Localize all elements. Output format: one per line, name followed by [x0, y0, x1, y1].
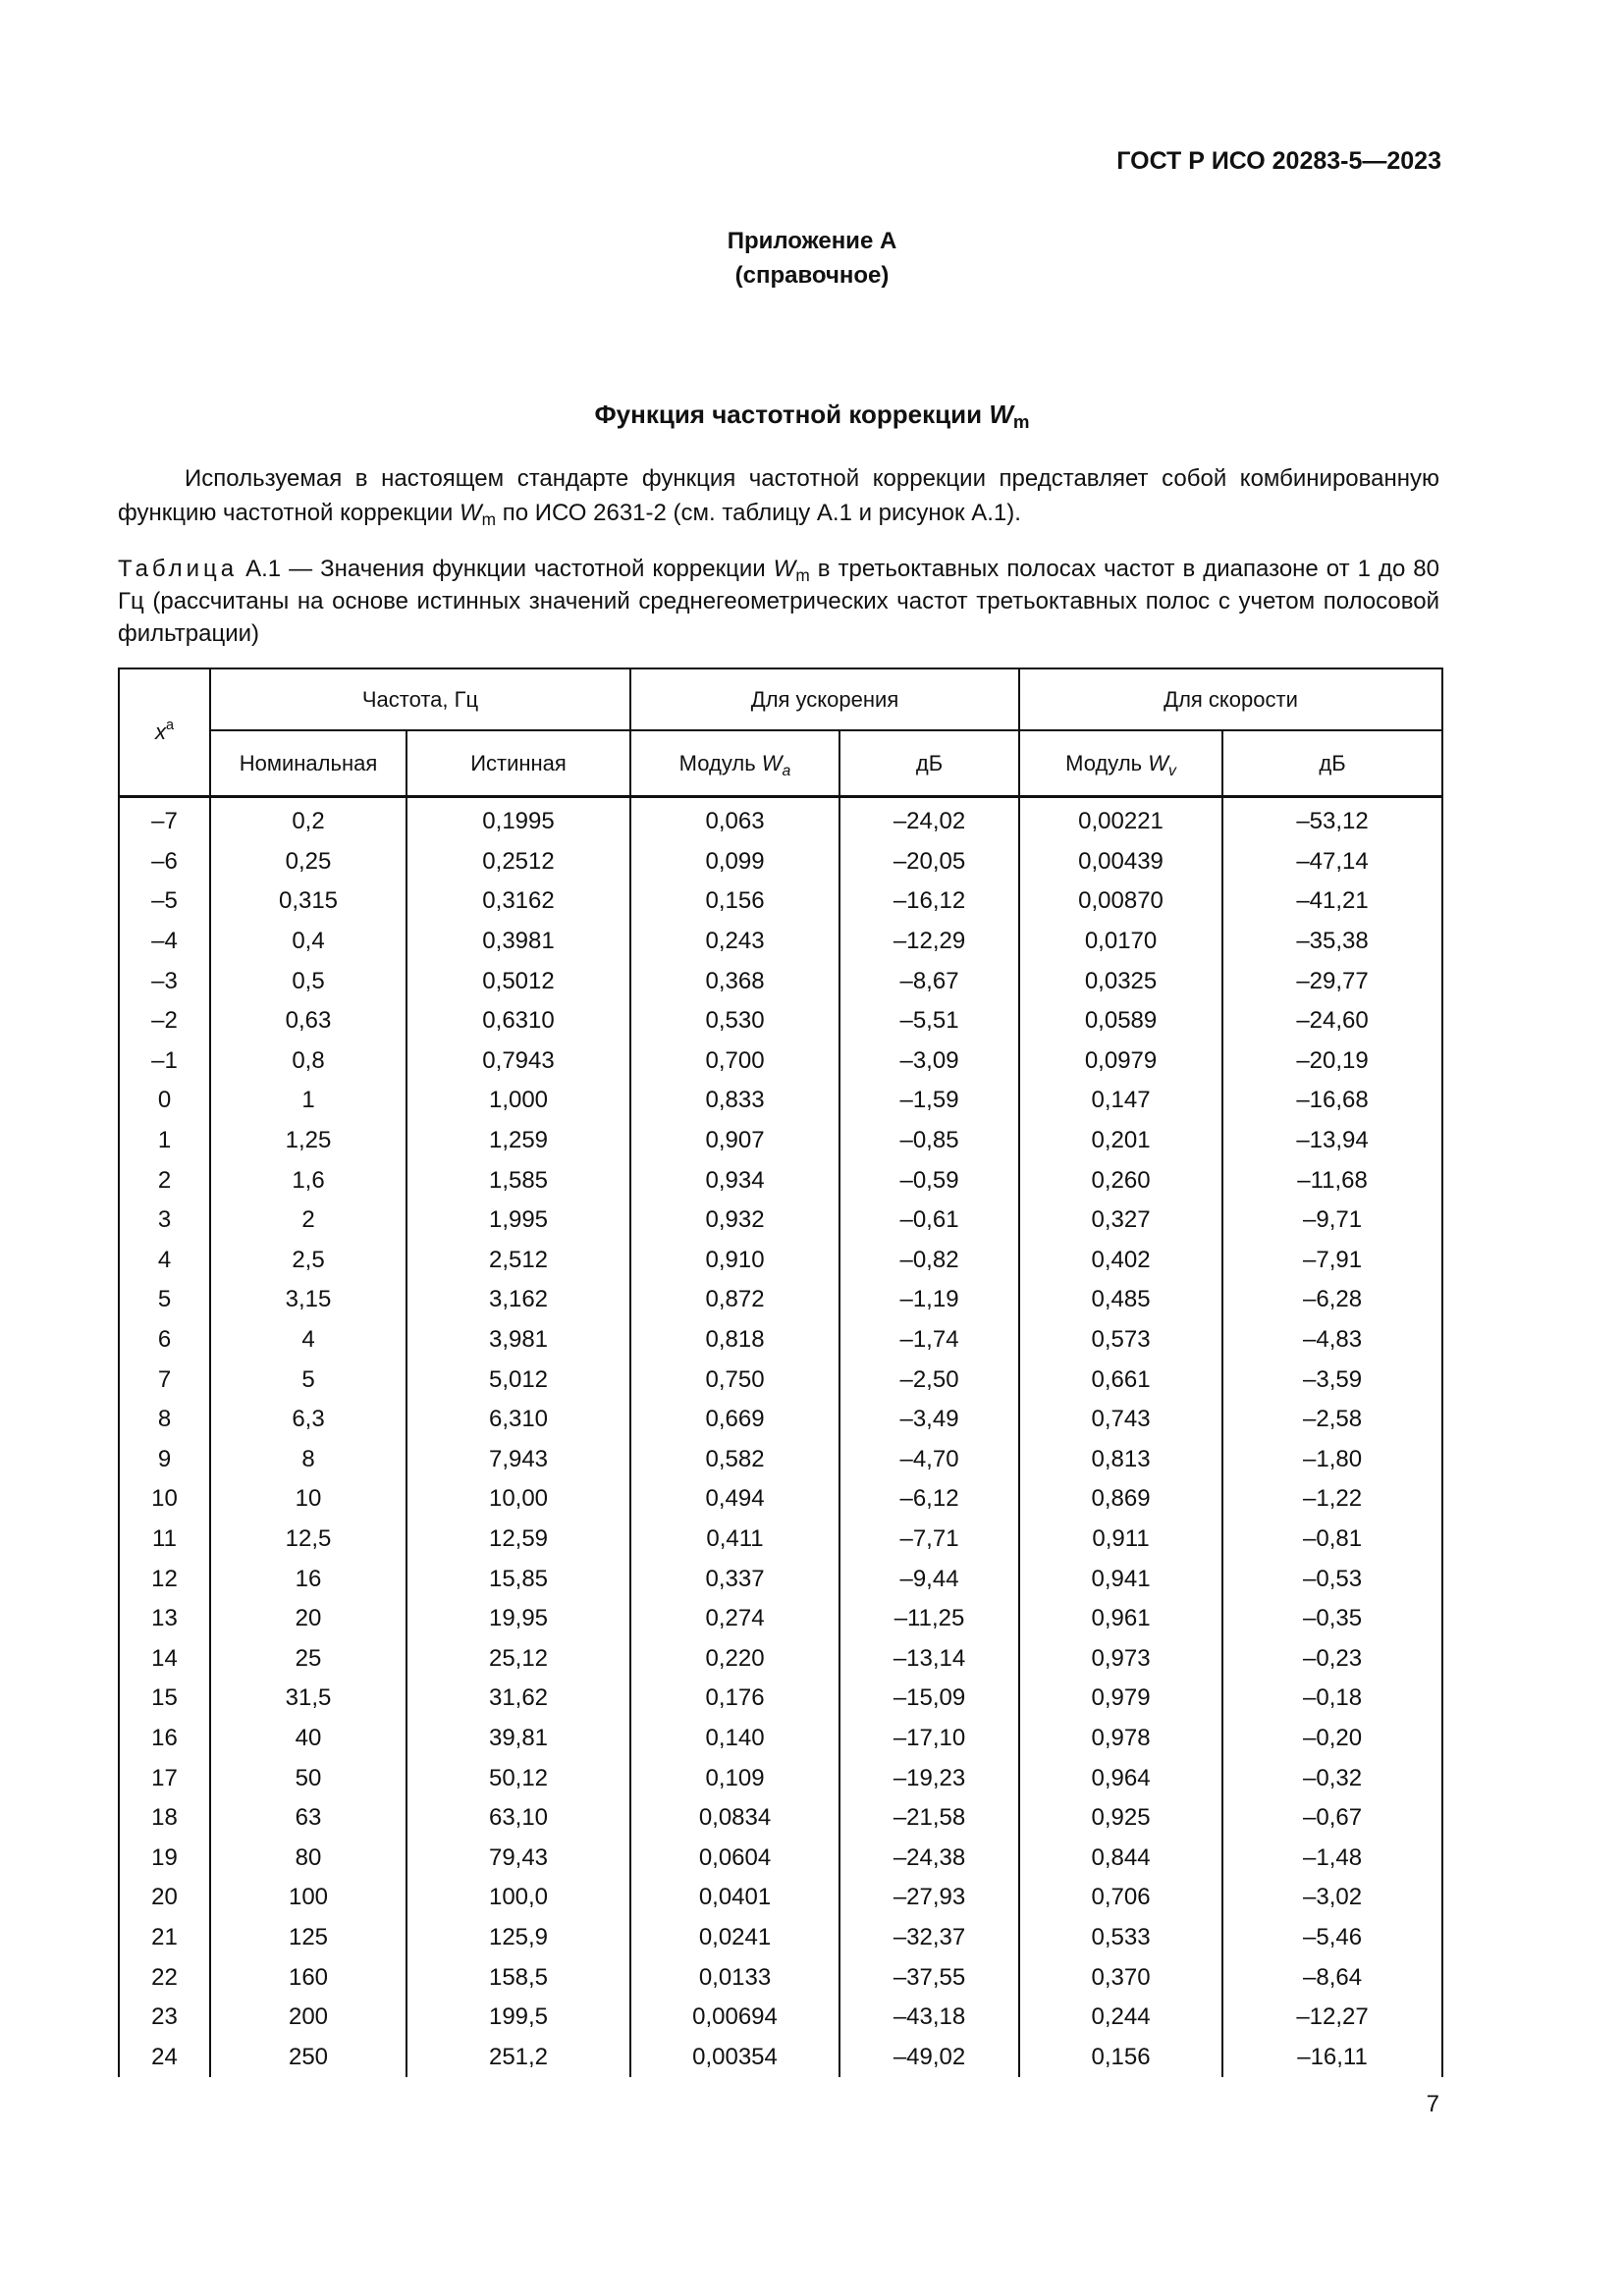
table-row	[119, 1918, 1442, 1958]
modulus-a-cell: 0,337	[630, 1559, 839, 1599]
nominal-cell: 4	[210, 1320, 406, 1361]
modulus-a-cell: 0,109	[630, 1758, 839, 1798]
x-cell: 5	[119, 1280, 210, 1320]
true-cell: 0,2512	[406, 842, 630, 882]
modulus-a-cell: 0,220	[630, 1638, 839, 1679]
db-a-cell: –1,59	[839, 1081, 1019, 1121]
x-cell: 19	[119, 1838, 210, 1878]
db-a-cell: –6,12	[839, 1479, 1019, 1520]
modulus-v-cell: 0,485	[1019, 1280, 1222, 1320]
table-row	[119, 881, 1442, 922]
modulus-a-cell: 0,0133	[630, 1957, 839, 1998]
x-cell: 15	[119, 1679, 210, 1719]
nominal-cell: 160	[210, 1957, 406, 1998]
modulus-a-cell: 0,099	[630, 842, 839, 882]
table-row	[119, 922, 1442, 962]
section-title-text: Функция частотной коррекции	[594, 400, 990, 429]
modulus-v-cell: 0,244	[1019, 1998, 1222, 2038]
modulus-a-subscript-letter: a	[782, 762, 791, 779]
table-row	[119, 1440, 1442, 1480]
modulus-a-cell: 0,243	[630, 922, 839, 962]
modulus-v-cell: 0,813	[1019, 1440, 1222, 1480]
table-row	[119, 1758, 1442, 1798]
nominal-cell: 1,6	[210, 1160, 406, 1201]
nominal-cell: 200	[210, 1998, 406, 2038]
modulus-v-cell: 0,156	[1019, 2037, 1222, 2077]
modulus-v-cell: 0,964	[1019, 1758, 1222, 1798]
db-v-cell: –7,91	[1222, 1241, 1442, 1281]
nominal-cell: 1	[210, 1081, 406, 1121]
db-a-cell: –7,71	[839, 1520, 1019, 1560]
true-header: Истинная	[406, 730, 630, 797]
modulus-a-cell: 0,411	[630, 1520, 839, 1560]
modulus-v-cell: 0,370	[1019, 1957, 1222, 1998]
nominal-cell: 3,15	[210, 1280, 406, 1320]
modulus-v-cell: 0,00221	[1019, 797, 1222, 842]
true-cell: 79,43	[406, 1838, 630, 1878]
x-cell: –1	[119, 1041, 210, 1082]
modulus-v-cell: 0,0979	[1019, 1041, 1222, 1082]
modulus-a-cell: 0,833	[630, 1081, 839, 1121]
x-cell: 12	[119, 1559, 210, 1599]
x-cell: 0	[119, 1081, 210, 1121]
db-a-cell: –5,51	[839, 1001, 1019, 1041]
table-row	[119, 1638, 1442, 1679]
table-row	[119, 1599, 1442, 1639]
modulus-a-cell: 0,0834	[630, 1798, 839, 1839]
modulus-v-cell: 0,573	[1019, 1320, 1222, 1361]
modulus-a-cell: 0,063	[630, 797, 839, 842]
nominal-cell: 50	[210, 1758, 406, 1798]
db-v-cell: –24,60	[1222, 1001, 1442, 1041]
true-cell: 25,12	[406, 1638, 630, 1679]
modulus-v-cell: 0,743	[1019, 1400, 1222, 1440]
table-row	[119, 1201, 1442, 1241]
modulus-a-symbol: W	[761, 750, 783, 775]
weighting-table	[118, 667, 1443, 2077]
table-row	[119, 1360, 1442, 1400]
nominal-cell: 0,2	[210, 797, 406, 842]
modulus-v-cell: 0,0325	[1019, 961, 1222, 1001]
x-cell: 11	[119, 1520, 210, 1560]
table-row	[119, 1121, 1442, 1161]
true-cell: 0,6310	[406, 1001, 630, 1041]
true-cell: 0,3981	[406, 922, 630, 962]
db-a-cell: –0,82	[839, 1241, 1019, 1281]
db-v-cell: –5,46	[1222, 1918, 1442, 1958]
caption-label: Таблица	[118, 556, 239, 582]
modulus-a-cell: 0,872	[630, 1280, 839, 1320]
db-v-cell: –16,68	[1222, 1081, 1442, 1121]
db-v-cell: –41,21	[1222, 881, 1442, 922]
modulus-v-cell: 0,706	[1019, 1878, 1222, 1918]
caption-text-before: А.1 — Значения функции частотной коррекции	[238, 556, 774, 582]
db-v-cell: –20,19	[1222, 1041, 1442, 1082]
x-cell: 7	[119, 1360, 210, 1400]
modulus-v-subscript	[1168, 763, 1176, 779]
true-cell: 3,162	[406, 1280, 630, 1320]
modulus-v-cell: 0,00439	[1019, 842, 1222, 882]
modulus-a-cell: 0,176	[630, 1679, 839, 1719]
table-row	[119, 1160, 1442, 1201]
modulus-a-cell: 0,00694	[630, 1998, 839, 2038]
nominal-cell: 20	[210, 1599, 406, 1639]
table-row	[119, 1998, 1442, 2038]
db-a-cell: –24,02	[839, 797, 1019, 842]
modulus-a-header	[630, 730, 839, 797]
modulus-v-cell: 0,201	[1019, 1121, 1222, 1161]
nominal-cell: 40	[210, 1719, 406, 1759]
intro-symbol: W	[460, 500, 482, 526]
modulus-v-cell: 0,978	[1019, 1719, 1222, 1759]
nominal-cell: 1,25	[210, 1121, 406, 1161]
caption-text-after: в третьоктавных полосах частот в диапазоне от 1 до 80 Гц (рассчитаны на основе истинных значений среднегеометрических частот третьоктавных полос с учетом полосовой фильтрации)	[118, 556, 1440, 647]
modulus-a-cell: 0,494	[630, 1479, 839, 1520]
modulus-v-cell: 0,973	[1019, 1638, 1222, 1679]
true-cell: 3,981	[406, 1320, 630, 1361]
db-v-cell: –0,67	[1222, 1798, 1442, 1839]
table-row	[119, 1838, 1442, 1878]
true-cell: 1,585	[406, 1160, 630, 1201]
modulus-a-cell: 0,0604	[630, 1838, 839, 1878]
modulus-v-subscript-letter: v	[1168, 762, 1176, 779]
modulus-v-cell: 0,327	[1019, 1201, 1222, 1241]
db-v-cell: –3,59	[1222, 1360, 1442, 1400]
modulus-a-cell: 0,140	[630, 1719, 839, 1759]
x-cell: 21	[119, 1918, 210, 1958]
table-row	[119, 1878, 1442, 1918]
true-cell: 7,943	[406, 1440, 630, 1480]
db-v-header: дБ	[1222, 730, 1442, 797]
modulus-a-cell: 0,582	[630, 1440, 839, 1480]
caption-subscript: m	[795, 565, 810, 585]
modulus-a-cell: 0,274	[630, 1599, 839, 1639]
true-cell: 125,9	[406, 1918, 630, 1958]
true-cell: 12,59	[406, 1520, 630, 1560]
standard-code: ГОСТ Р ИСО 20283-5—2023	[1116, 147, 1441, 175]
modulus-v-cell: 0,0170	[1019, 922, 1222, 962]
db-v-cell: –8,64	[1222, 1957, 1442, 1998]
x-header-superscript: a	[165, 718, 175, 733]
table-row	[119, 1559, 1442, 1599]
table-row	[119, 1400, 1442, 1440]
table-row	[119, 797, 1442, 842]
x-cell: –7	[119, 797, 210, 842]
nominal-cell: 0,5	[210, 961, 406, 1001]
nominal-cell: 31,5	[210, 1679, 406, 1719]
modulus-a-cell: 0,910	[630, 1241, 839, 1281]
db-v-cell: –0,35	[1222, 1599, 1442, 1639]
nominal-cell: 0,25	[210, 842, 406, 882]
db-a-cell: –0,59	[839, 1160, 1019, 1201]
db-v-cell: –0,23	[1222, 1638, 1442, 1679]
section-title-symbol: W	[989, 400, 1013, 429]
true-cell: 158,5	[406, 1957, 630, 1998]
modulus-v-text: Модуль	[1065, 750, 1149, 775]
true-cell: 50,12	[406, 1758, 630, 1798]
db-a-cell: –3,09	[839, 1041, 1019, 1082]
appendix-subtitle: (справочное)	[734, 262, 890, 289]
table-row	[119, 1280, 1442, 1320]
nominal-cell: 25	[210, 1638, 406, 1679]
acceleration-group-header: Для ускорения	[630, 668, 1019, 730]
db-a-cell: –21,58	[839, 1798, 1019, 1839]
db-a-cell: –0,61	[839, 1201, 1019, 1241]
caption-symbol: W	[773, 556, 796, 582]
db-v-cell: –3,02	[1222, 1878, 1442, 1918]
modulus-v-cell: 0,941	[1019, 1559, 1222, 1599]
modulus-a-cell: 0,368	[630, 961, 839, 1001]
db-a-cell: –27,93	[839, 1878, 1019, 1918]
db-a-cell: –4,70	[839, 1440, 1019, 1480]
intro-text-after: по ИСО 2631-2 (см. таблицу А.1 и рисунок А.1).	[496, 500, 1021, 526]
x-cell: 24	[119, 2037, 210, 2077]
x-cell: 6	[119, 1320, 210, 1361]
section-title	[0, 400, 1624, 430]
db-a-cell: –12,29	[839, 922, 1019, 962]
table-row	[119, 842, 1442, 882]
db-a-cell: –17,10	[839, 1719, 1019, 1759]
db-a-cell: –1,74	[839, 1320, 1019, 1361]
true-cell: 100,0	[406, 1878, 630, 1918]
modulus-a-cell: 0,934	[630, 1160, 839, 1201]
db-v-cell: –6,28	[1222, 1280, 1442, 1320]
modulus-v-cell: 0,00870	[1019, 881, 1222, 922]
x-cell: 14	[119, 1638, 210, 1679]
db-a-cell: –24,38	[839, 1838, 1019, 1878]
x-cell: –4	[119, 922, 210, 962]
modulus-a-cell: 0,156	[630, 881, 839, 922]
modulus-v-header	[1019, 730, 1222, 797]
intro-paragraph	[118, 461, 1439, 530]
true-cell: 39,81	[406, 1719, 630, 1759]
true-cell: 1,995	[406, 1201, 630, 1241]
db-a-cell: –2,50	[839, 1360, 1019, 1400]
true-cell: 0,3162	[406, 881, 630, 922]
db-v-cell: –29,77	[1222, 961, 1442, 1001]
nominal-header: Номинальная	[210, 730, 406, 797]
nominal-cell: 125	[210, 1918, 406, 1958]
db-a-cell: –15,09	[839, 1679, 1019, 1719]
db-a-cell: –20,05	[839, 842, 1019, 882]
true-cell: 19,95	[406, 1599, 630, 1639]
db-a-cell: –13,14	[839, 1638, 1019, 1679]
db-a-cell: –11,25	[839, 1599, 1019, 1639]
x-cell: 8	[119, 1400, 210, 1440]
intro-text-before: Используемая в настоящем стандарте функция частотной коррекции представляет собой комбинированную функцию частотной коррекции	[118, 465, 1439, 526]
nominal-cell: 10	[210, 1479, 406, 1520]
appendix-heading	[0, 224, 1624, 293]
modulus-v-cell: 0,925	[1019, 1798, 1222, 1839]
velocity-group-header: Для скорости	[1019, 668, 1442, 730]
db-v-cell: –0,53	[1222, 1559, 1442, 1599]
db-v-cell: –0,18	[1222, 1679, 1442, 1719]
modulus-a-cell: 0,932	[630, 1201, 839, 1241]
modulus-v-cell: 0,961	[1019, 1599, 1222, 1639]
nominal-cell: 2	[210, 1201, 406, 1241]
table-row	[119, 2037, 1442, 2077]
x-cell: –3	[119, 961, 210, 1001]
x-cell: 9	[119, 1440, 210, 1480]
modulus-a-cell: 0,530	[630, 1001, 839, 1041]
db-v-cell: –47,14	[1222, 842, 1442, 882]
modulus-a-cell: 0,0241	[630, 1918, 839, 1958]
nominal-cell: 2,5	[210, 1241, 406, 1281]
true-cell: 6,310	[406, 1400, 630, 1440]
modulus-a-cell: 0,00354	[630, 2037, 839, 2077]
nominal-cell: 0,315	[210, 881, 406, 922]
x-cell: 3	[119, 1201, 210, 1241]
modulus-v-cell: 0,844	[1019, 1838, 1222, 1878]
modulus-a-cell: 0,750	[630, 1360, 839, 1400]
nominal-cell: 5	[210, 1360, 406, 1400]
nominal-cell: 100	[210, 1878, 406, 1918]
nominal-cell: 63	[210, 1798, 406, 1839]
frequency-group-header: Частота, Гц	[210, 668, 630, 730]
db-v-cell: –35,38	[1222, 922, 1442, 962]
modulus-v-symbol: W	[1148, 750, 1168, 775]
x-cell: 2	[119, 1160, 210, 1201]
appendix-title: Приложение А	[727, 228, 897, 254]
db-a-cell: –19,23	[839, 1758, 1019, 1798]
modulus-v-cell: 0,661	[1019, 1360, 1222, 1400]
true-cell: 1,259	[406, 1121, 630, 1161]
table-row	[119, 1241, 1442, 1281]
modulus-v-cell: 0,869	[1019, 1479, 1222, 1520]
db-a-cell: –43,18	[839, 1998, 1019, 2038]
db-v-cell: –4,83	[1222, 1320, 1442, 1361]
modulus-a-cell: 0,700	[630, 1041, 839, 1082]
nominal-cell: 80	[210, 1838, 406, 1878]
db-v-cell: –0,20	[1222, 1719, 1442, 1759]
db-v-cell: –53,12	[1222, 797, 1442, 842]
modulus-v-cell: 0,0589	[1019, 1001, 1222, 1041]
db-a-cell: –9,44	[839, 1559, 1019, 1599]
table-row	[119, 1041, 1442, 1082]
modulus-v-cell: 0,402	[1019, 1241, 1222, 1281]
db-v-cell: –1,48	[1222, 1838, 1442, 1878]
true-cell: 199,5	[406, 1998, 630, 2038]
db-a-header: дБ	[839, 730, 1019, 797]
table-row	[119, 1081, 1442, 1121]
true-cell: 15,85	[406, 1559, 630, 1599]
x-cell: 17	[119, 1758, 210, 1798]
x-cell: 13	[119, 1599, 210, 1639]
table-row	[119, 961, 1442, 1001]
true-cell: 0,5012	[406, 961, 630, 1001]
true-cell: 63,10	[406, 1798, 630, 1839]
modulus-v-cell: 0,533	[1019, 1918, 1222, 1958]
db-a-cell: –8,67	[839, 961, 1019, 1001]
db-v-cell: –0,81	[1222, 1520, 1442, 1560]
x-header-symbol: x	[154, 720, 166, 744]
true-cell: 31,62	[406, 1679, 630, 1719]
x-cell: –2	[119, 1001, 210, 1041]
nominal-cell: 16	[210, 1559, 406, 1599]
true-cell: 2,512	[406, 1241, 630, 1281]
db-a-cell: –3,49	[839, 1400, 1019, 1440]
modulus-v-cell: 0,260	[1019, 1160, 1222, 1201]
nominal-cell: 12,5	[210, 1520, 406, 1560]
table-row	[119, 1957, 1442, 1998]
table-caption	[118, 553, 1439, 650]
modulus-a-cell: 0,0401	[630, 1878, 839, 1918]
x-cell: 1	[119, 1121, 210, 1161]
true-cell: 0,1995	[406, 797, 630, 842]
intro-subscript: m	[481, 509, 497, 529]
x-cell: 20	[119, 1878, 210, 1918]
table-row	[119, 1520, 1442, 1560]
db-a-cell: –32,37	[839, 1918, 1019, 1958]
modulus-a-subscript	[783, 763, 791, 779]
db-a-cell: –16,12	[839, 881, 1019, 922]
x-cell: –5	[119, 881, 210, 922]
db-v-cell: –13,94	[1222, 1121, 1442, 1161]
db-a-cell: –0,85	[839, 1121, 1019, 1161]
x-cell: 16	[119, 1719, 210, 1759]
db-v-cell: –1,22	[1222, 1479, 1442, 1520]
section-title-subscript: m	[1012, 411, 1030, 432]
true-cell: 5,012	[406, 1360, 630, 1400]
nominal-cell: 0,63	[210, 1001, 406, 1041]
x-header	[119, 668, 210, 797]
db-a-cell: –37,55	[839, 1957, 1019, 1998]
true-cell: 251,2	[406, 2037, 630, 2077]
db-v-cell: –16,11	[1222, 2037, 1442, 2077]
db-v-cell: –11,68	[1222, 1160, 1442, 1201]
table-row	[119, 1798, 1442, 1839]
x-cell: 23	[119, 1998, 210, 2038]
modulus-a-text: Модуль	[678, 750, 762, 775]
table-row	[119, 1479, 1442, 1520]
modulus-a-cell: 0,669	[630, 1400, 839, 1440]
nominal-cell: 8	[210, 1440, 406, 1480]
table-row	[119, 1719, 1442, 1759]
x-cell: –6	[119, 842, 210, 882]
nominal-cell: 0,8	[210, 1041, 406, 1082]
x-cell: 22	[119, 1957, 210, 1998]
nominal-cell: 250	[210, 2037, 406, 2077]
modulus-v-cell: 0,979	[1019, 1679, 1222, 1719]
nominal-cell: 6,3	[210, 1400, 406, 1440]
true-cell: 10,00	[406, 1479, 630, 1520]
db-v-cell: –0,32	[1222, 1758, 1442, 1798]
db-v-cell: –2,58	[1222, 1400, 1442, 1440]
db-v-cell: –9,71	[1222, 1201, 1442, 1241]
db-v-cell: –1,80	[1222, 1440, 1442, 1480]
modulus-v-cell: 0,911	[1019, 1520, 1222, 1560]
db-v-cell: –12,27	[1222, 1998, 1442, 2038]
x-cell: 18	[119, 1798, 210, 1839]
true-cell: 0,7943	[406, 1041, 630, 1082]
table-row	[119, 1320, 1442, 1361]
page-number: 7	[1426, 2091, 1439, 2117]
table-body	[119, 797, 1442, 2078]
modulus-a-cell: 0,818	[630, 1320, 839, 1361]
table-row	[119, 1679, 1442, 1719]
db-a-cell: –49,02	[839, 2037, 1019, 2077]
nominal-cell: 0,4	[210, 922, 406, 962]
modulus-v-cell: 0,147	[1019, 1081, 1222, 1121]
x-cell: 4	[119, 1241, 210, 1281]
modulus-a-cell: 0,907	[630, 1121, 839, 1161]
db-a-cell: –1,19	[839, 1280, 1019, 1320]
table-row	[119, 1001, 1442, 1041]
x-cell: 10	[119, 1479, 210, 1520]
true-cell: 1,000	[406, 1081, 630, 1121]
